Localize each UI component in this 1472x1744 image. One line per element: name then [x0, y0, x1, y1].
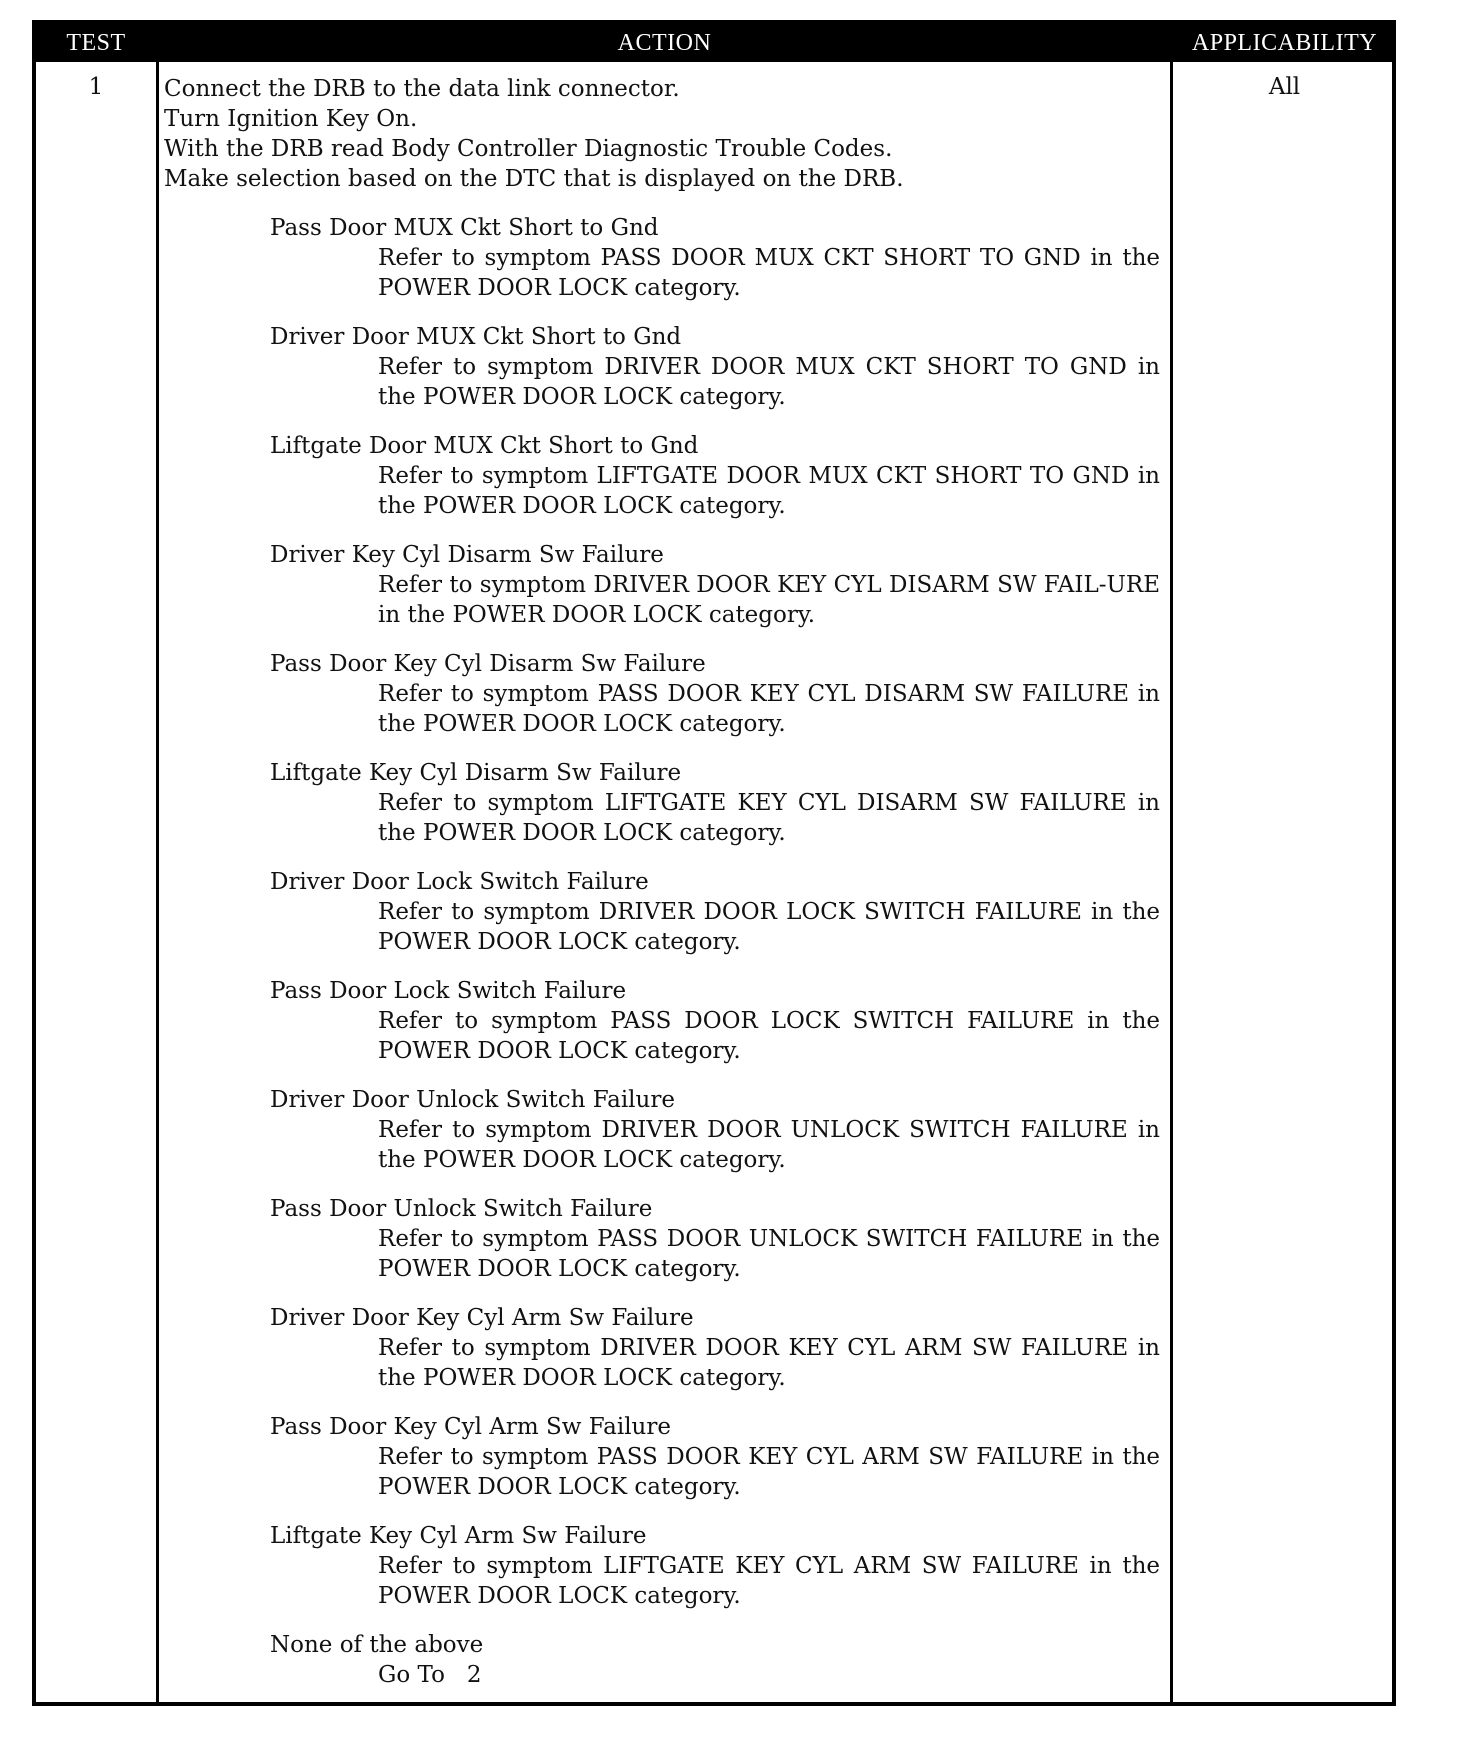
dtc-item — [164, 1303, 1164, 1393]
dtc-item — [164, 1085, 1164, 1175]
dtc-item — [164, 1194, 1164, 1284]
dtc-title: Driver Door Key Cyl Arm Sw Failure — [270, 1305, 694, 1331]
dtc-reference: Refer to symptom PASS DOOR KEY CYL ARM SW FAILURE in the POWER DOOR LOCK category. — [378, 1444, 1160, 1500]
dtc-title: Pass Door Unlock Switch Failure — [270, 1196, 653, 1222]
dtc-reference: Refer to symptom PASS DOOR LOCK SWITCH FAILURE in the POWER DOOR LOCK category. — [378, 1008, 1160, 1064]
dtc-reference: Refer to symptom DRIVER DOOR KEY CYL ARM SW FAILURE in the POWER DOOR LOCK category. — [378, 1335, 1160, 1391]
column-divider — [156, 62, 159, 1702]
dtc-item — [164, 1630, 1164, 1690]
dtc-reference: Refer to symptom PASS DOOR UNLOCK SWITCH FAILURE in the POWER DOOR LOCK category. — [378, 1226, 1160, 1282]
dtc-title: Driver Door Unlock Switch Failure — [270, 1087, 675, 1113]
dtc-item — [164, 758, 1164, 848]
dtc-reference: Refer to symptom DRIVER DOOR MUX CKT SHORT TO GND in the POWER DOOR LOCK category. — [378, 354, 1160, 410]
header-test: TEST — [66, 30, 126, 56]
test-table — [32, 20, 1396, 1706]
table-header — [36, 24, 1392, 62]
dtc-title: Pass Door MUX Ckt Short to Gnd — [270, 215, 659, 241]
goto-instruction: Go To 2 — [378, 1662, 482, 1688]
dtc-title: Driver Key Cyl Disarm Sw Failure — [270, 542, 664, 568]
dtc-item — [164, 213, 1164, 303]
header-applicability: APPLICABILITY — [1191, 30, 1378, 56]
dtc-item — [164, 431, 1164, 521]
dtc-reference: Refer to symptom DRIVER DOOR LOCK SWITCH FAILURE in the POWER DOOR LOCK category. — [378, 899, 1160, 955]
intro-steps — [164, 74, 1164, 194]
intro-step: Make selection based on the DTC that is displayed on the DRB. — [164, 166, 904, 192]
dtc-reference: Refer to symptom DRIVER DOOR UNLOCK SWITCH FAILURE in the POWER DOOR LOCK category. — [378, 1117, 1160, 1173]
intro-step: Turn Ignition Key On. — [164, 106, 418, 132]
dtc-reference: Refer to symptom LIFTGATE KEY CYL DISARM SW FAILURE in the POWER DOOR LOCK category. — [378, 790, 1160, 846]
dtc-title: Driver Door Lock Switch Failure — [270, 869, 649, 895]
dtc-title: Pass Door Key Cyl Arm Sw Failure — [270, 1414, 671, 1440]
test-number: 1 — [88, 74, 104, 100]
dtc-reference: Refer to symptom PASS DOOR MUX CKT SHORT TO GND in the POWER DOOR LOCK category. — [378, 245, 1160, 301]
dtc-reference: Refer to symptom PASS DOOR KEY CYL DISARM SW FAILURE in the POWER DOOR LOCK category. — [378, 681, 1160, 737]
dtc-title: Liftgate Key Cyl Arm Sw Failure — [270, 1523, 647, 1549]
intro-step: With the DRB read Body Controller Diagnostic Trouble Codes. — [164, 136, 893, 162]
dtc-item — [164, 976, 1164, 1066]
dtc-reference: Refer to symptom DRIVER DOOR KEY CYL DISARM SW FAIL-URE in the POWER DOOR LOCK category. — [378, 572, 1160, 628]
dtc-title: Driver Door MUX Ckt Short to Gnd — [270, 324, 682, 350]
applicability-value: All — [1268, 74, 1301, 100]
dtc-item — [164, 1521, 1164, 1611]
column-divider — [1170, 62, 1173, 1702]
dtc-title: Liftgate Door MUX Ckt Short to Gnd — [270, 433, 699, 459]
dtc-item — [164, 322, 1164, 412]
action-cell — [164, 74, 1164, 1690]
dtc-item — [164, 540, 1164, 630]
dtc-item — [164, 1412, 1164, 1502]
dtc-title: None of the above — [270, 1632, 484, 1658]
header-action: ACTION — [617, 30, 712, 56]
dtc-title: Pass Door Key Cyl Disarm Sw Failure — [270, 651, 706, 677]
dtc-reference: Refer to symptom LIFTGATE KEY CYL ARM SW FAILURE in the POWER DOOR LOCK category. — [378, 1553, 1160, 1609]
dtc-title: Liftgate Key Cyl Disarm Sw Failure — [270, 760, 682, 786]
dtc-title: Pass Door Lock Switch Failure — [270, 978, 627, 1004]
dtc-reference: Refer to symptom LIFTGATE DOOR MUX CKT SHORT TO GND in the POWER DOOR LOCK category. — [378, 463, 1160, 519]
dtc-item — [164, 867, 1164, 957]
intro-step: Connect the DRB to the data link connector. — [164, 76, 680, 102]
dtc-item — [164, 649, 1164, 739]
